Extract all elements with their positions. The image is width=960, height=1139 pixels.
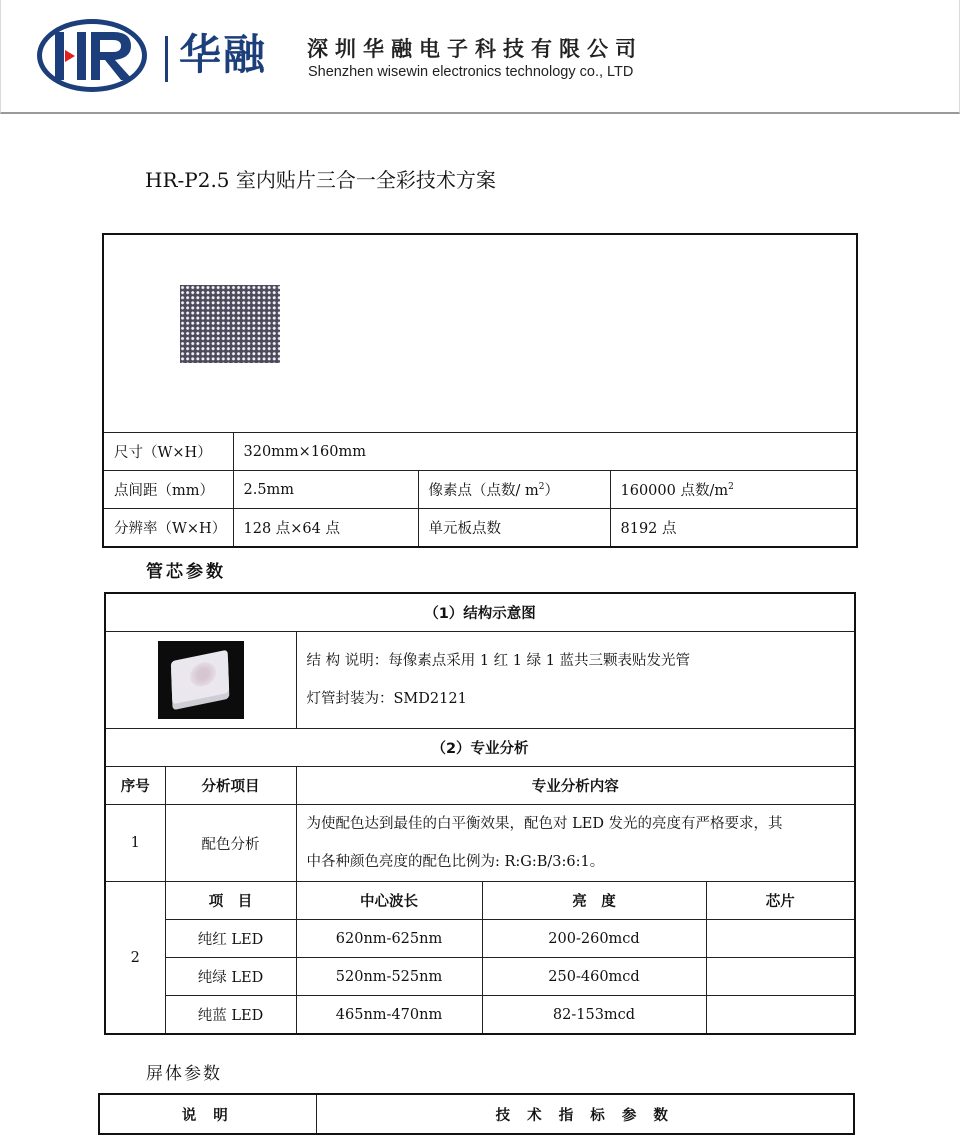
led-name: 纯蓝 LED — [165, 996, 296, 1035]
company-header — [0, 0, 960, 114]
table-row — [103, 471, 857, 509]
hr-logo-icon — [51, 26, 141, 86]
led-chip — [706, 920, 855, 958]
unit-dots-label: 单元板点数 — [418, 509, 610, 548]
analysis-title: （2）专业分析 — [105, 729, 855, 767]
document-title: HR-P2.5 室内贴片三合一全彩技术方案 — [145, 168, 496, 192]
pitch-value: 2.5mm — [233, 471, 418, 509]
led-chip — [706, 958, 855, 996]
col-item: 分析项目 — [165, 767, 296, 805]
led-module-image — [180, 285, 280, 363]
table-row — [105, 996, 855, 1035]
table-row — [105, 958, 855, 996]
col-tech-params: 技 术 指 标 参 数 — [316, 1094, 854, 1134]
pixel-density-value: 160000 点数$/m^2$ — [610, 471, 857, 509]
led-wavelength: 520nm-525nm — [296, 958, 482, 996]
resolution-value: 128 点×64 点 — [233, 509, 418, 548]
led-name: 纯绿 LED — [165, 958, 296, 996]
row2-index: 2 — [105, 882, 165, 1035]
pixel-density-label: 像素点（点数/ $m^2$） — [418, 471, 610, 509]
structure-description — [296, 632, 855, 729]
led-name: 纯红 LED — [165, 920, 296, 958]
table-subheader-row — [105, 882, 855, 920]
table-header-row — [105, 767, 855, 805]
led-wavelength: 465nm-470nm — [296, 996, 482, 1035]
table-header-row — [99, 1094, 854, 1134]
company-name-en: Shenzhen wisewin electronics technology co., LTD — [308, 64, 634, 80]
sub-col-chip: 芯片 — [706, 882, 855, 920]
module-spec-table — [102, 233, 858, 548]
col-index: 序号 — [105, 767, 165, 805]
screen-params-heading: 屏体参数 — [146, 1064, 222, 1084]
sub-col-item: 项 目 — [165, 882, 296, 920]
screen-params-table — [98, 1093, 855, 1135]
led-chip — [706, 996, 855, 1035]
module-image-cell — [103, 234, 857, 433]
chip-params-heading: 管芯参数 — [146, 562, 226, 582]
table-row — [105, 805, 855, 882]
led-image-cell — [105, 632, 296, 729]
structure-desc-line2: 灯管封装为：SMD2121 — [306, 691, 467, 707]
sub-col-wavelength: 中心波长 — [296, 882, 482, 920]
table-row — [103, 509, 857, 548]
size-value: 320mm×160mm — [233, 433, 857, 471]
resolution-label: 分辨率（W×H） — [103, 509, 233, 548]
table-row — [103, 433, 857, 471]
row1-item: 配色分析 — [165, 805, 296, 882]
led-brightness: 250-460mcd — [482, 958, 706, 996]
led-brightness: 82-153mcd — [482, 996, 706, 1035]
structure-desc-line1: 结 构 说明：每像素点采用 1 红 1 绿 1 蓝共三颗表贴发光管 — [306, 653, 691, 669]
row1-content: 为使配色达到最佳的白平衡效果，配色对 LED 发光的亮度有严格要求，其 中各种颜色亮度的配色比例为: R:G:B/3:6:1。 — [296, 805, 855, 882]
col-content: 专业分析内容 — [296, 767, 855, 805]
row1-index: 1 — [105, 805, 165, 882]
chip-params-table — [104, 592, 856, 1035]
smd-led-image — [158, 641, 244, 719]
structure-title: （1）结构示意图 — [105, 593, 855, 632]
unit-dots-value: 8192 点 — [610, 509, 857, 548]
pitch-label: 点间距（mm） — [103, 471, 233, 509]
led-wavelength: 620nm-625nm — [296, 920, 482, 958]
size-label: 尺寸（W×H） — [103, 433, 233, 471]
table-row — [105, 920, 855, 958]
led-brightness: 200-260mcd — [482, 920, 706, 958]
col-description: 说 明 — [99, 1094, 316, 1134]
logo-divider — [165, 36, 168, 82]
company-name-cn: 深圳华融电子科技有限公司 — [307, 37, 643, 61]
brand-name-cn: 华融 — [179, 30, 268, 79]
sub-col-brightness: 亮 度 — [482, 882, 706, 920]
